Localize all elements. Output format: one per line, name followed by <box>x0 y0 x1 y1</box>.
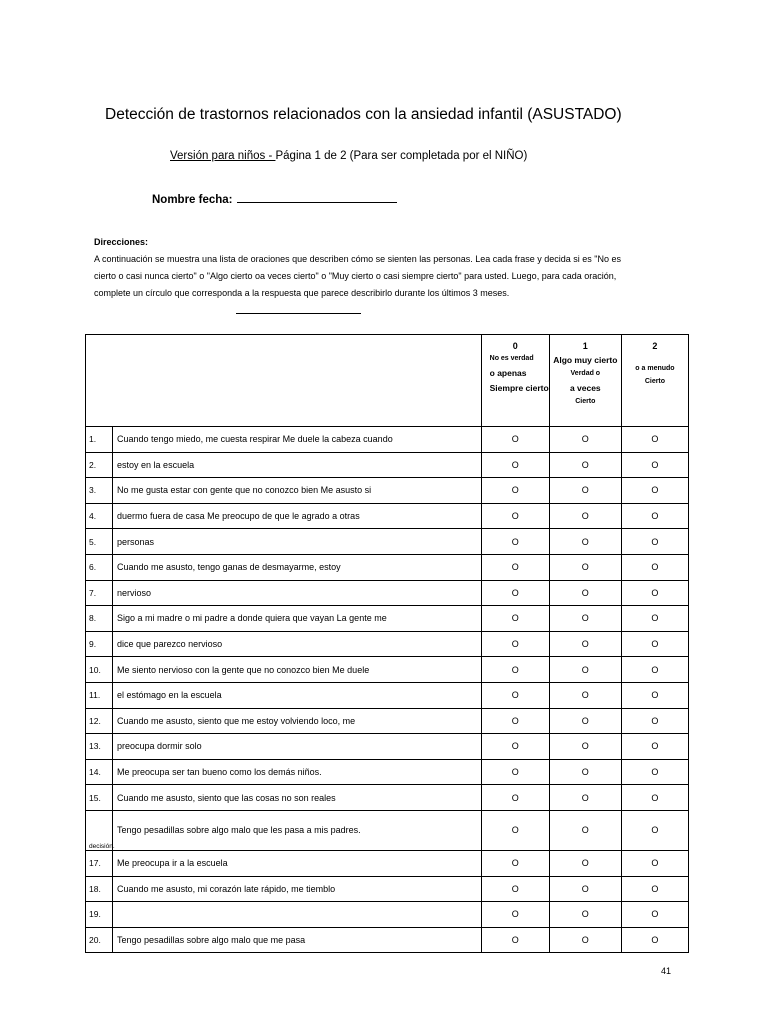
column-value: 0 <box>512 341 518 351</box>
table-row <box>86 850 689 876</box>
table-row <box>86 734 689 760</box>
answer-circle-2[interactable]: O <box>621 606 688 632</box>
answer-circle-1[interactable]: O <box>549 810 621 850</box>
item-text: Me preocupa ser tan bueno como los demás niños. <box>113 759 482 785</box>
item-text: preocupa dormir solo <box>113 734 482 760</box>
answer-circle-2[interactable]: O <box>621 682 688 708</box>
name-date-blank[interactable] <box>237 192 397 203</box>
answer-circle-0[interactable]: O <box>481 734 549 760</box>
table-row <box>86 902 689 928</box>
answer-circle-0[interactable]: O <box>481 580 549 606</box>
answer-circle-2[interactable]: O <box>621 427 688 453</box>
column-label: a veces <box>569 383 601 393</box>
column-header-1 <box>549 335 621 427</box>
answer-circle-2[interactable]: O <box>621 631 688 657</box>
item-text: nervioso <box>113 580 482 606</box>
name-date-label: Nombre fecha: <box>152 194 233 206</box>
item-number: 8. <box>86 606 113 632</box>
answer-circle-1[interactable]: O <box>549 554 621 580</box>
item-text: No me gusta estar con gente que no conozco bien Me asusto si <box>113 478 482 504</box>
answer-circle-2[interactable]: O <box>621 876 688 902</box>
item-text: Tengo pesadillas sobre algo malo que les pasa a mis padres. <box>113 810 482 850</box>
separator-line <box>236 313 361 314</box>
answer-circle-1[interactable]: O <box>549 606 621 632</box>
item-number: 3. <box>86 478 113 504</box>
answer-circle-2[interactable]: O <box>621 902 688 928</box>
item-text: Cuando me asusto, siento que las cosas no son reales <box>113 785 482 811</box>
table-header-row <box>86 335 689 427</box>
answer-circle-2[interactable]: O <box>621 759 688 785</box>
answer-circle-2[interactable]: O <box>621 529 688 555</box>
column-header-0 <box>481 335 549 427</box>
item-number: 14. <box>86 759 113 785</box>
table-row <box>86 554 689 580</box>
answer-circle-0[interactable]: O <box>481 927 549 953</box>
item-text: estoy en la escuela <box>113 452 482 478</box>
column-label: o a menudo <box>635 365 675 372</box>
answer-circle-2[interactable]: O <box>621 478 688 504</box>
item-text: Sigo a mi madre o mi padre a donde quiera que vayan La gente me <box>113 606 482 632</box>
answer-circle-0[interactable]: O <box>481 657 549 683</box>
table-row <box>86 580 689 606</box>
item-number: 17. <box>86 850 113 876</box>
answer-circle-0[interactable]: O <box>481 810 549 850</box>
answer-circle-0[interactable]: O <box>481 708 549 734</box>
table-row <box>86 503 689 529</box>
answer-circle-1[interactable]: O <box>549 927 621 953</box>
answer-circle-1[interactable]: O <box>549 503 621 529</box>
answer-circle-0[interactable]: O <box>481 503 549 529</box>
table-row <box>86 927 689 953</box>
column-value: 2 <box>652 341 658 351</box>
table-row <box>86 876 689 902</box>
answer-circle-2[interactable]: O <box>621 734 688 760</box>
answer-circle-1[interactable]: O <box>549 529 621 555</box>
item-number: 15. <box>86 785 113 811</box>
table-row <box>86 452 689 478</box>
answer-circle-0[interactable]: O <box>481 452 549 478</box>
table-row <box>86 478 689 504</box>
column-label: Cierto <box>644 378 666 385</box>
answer-circle-1[interactable]: O <box>549 785 621 811</box>
answer-circle-0[interactable]: O <box>481 850 549 876</box>
table-row <box>86 810 689 850</box>
answer-circle-2[interactable]: O <box>621 810 688 850</box>
answer-circle-2[interactable]: O <box>621 452 688 478</box>
table-row <box>86 785 689 811</box>
item-number: decisión. <box>86 810 113 850</box>
table-row <box>86 631 689 657</box>
item-number: 12. <box>86 708 113 734</box>
column-label: o apenas <box>489 368 527 378</box>
column-header-2 <box>621 335 688 427</box>
answer-circle-2[interactable]: O <box>621 657 688 683</box>
item-text: Me siento nervioso con la gente que no conozco bien Me duele <box>113 657 482 683</box>
version-line <box>170 150 527 162</box>
answer-circle-0[interactable]: O <box>481 529 549 555</box>
item-text: Cuando me asusto, mi corazón late rápido, me tiemblo <box>113 876 482 902</box>
answer-circle-1[interactable]: O <box>549 580 621 606</box>
answer-circle-1[interactable]: O <box>549 452 621 478</box>
table-row <box>86 529 689 555</box>
directions-line: cierto o casi nunca cierto" o "Algo cierto oa veces cierto" o "Muy cierto o casi siempre cierto" para usted. Luego, para cada oración, <box>94 271 617 281</box>
answer-circle-0[interactable]: O <box>481 876 549 902</box>
directions-heading: Direcciones: <box>94 237 149 247</box>
answer-circle-2[interactable]: O <box>621 708 688 734</box>
item-number: 13. <box>86 734 113 760</box>
answer-circle-0[interactable]: O <box>481 759 549 785</box>
table-row <box>86 759 689 785</box>
table-row <box>86 682 689 708</box>
table-row <box>86 427 689 453</box>
column-label: Algo muy cierto <box>553 355 618 365</box>
answer-circle-2[interactable]: O <box>621 927 688 953</box>
answer-circle-1[interactable]: O <box>549 850 621 876</box>
answer-circle-1[interactable]: O <box>549 682 621 708</box>
item-number: 1. <box>86 427 113 453</box>
table-row <box>86 657 689 683</box>
answer-circle-0[interactable]: O <box>481 554 549 580</box>
item-number: 9. <box>86 631 113 657</box>
answer-circle-2[interactable]: O <box>621 850 688 876</box>
answer-circle-2[interactable]: O <box>621 580 688 606</box>
version-underlined: Versión para niños - <box>170 150 276 162</box>
directions-line: complete un círculo que corresponda a la respuesta que parece describirlo durante los últimos 3 meses. <box>94 288 510 298</box>
item-text: dice que parezco nervioso <box>113 631 482 657</box>
item-number: 10. <box>86 657 113 683</box>
directions-line: A continuación se muestra una lista de oraciones que describen cómo se sienten las personas. Lea cada frase y decida si es "No es <box>94 254 622 264</box>
questionnaire-table <box>85 334 689 953</box>
item-number: 20. <box>86 927 113 953</box>
item-number: 4. <box>86 503 113 529</box>
item-number: 11. <box>86 682 113 708</box>
answer-circle-1[interactable]: O <box>549 631 621 657</box>
item-number: 2. <box>86 452 113 478</box>
answer-circle-1[interactable]: O <box>549 478 621 504</box>
answer-circle-1[interactable]: O <box>549 657 621 683</box>
answer-circle-1[interactable]: O <box>549 902 621 928</box>
item-text: Cuando tengo miedo, me cuesta respirar Me duele la cabeza cuando <box>113 427 482 453</box>
item-number: 7. <box>86 580 113 606</box>
item-text: el estómago en la escuela <box>113 682 482 708</box>
column-label: Siempre cierto <box>489 383 549 393</box>
answer-circle-0[interactable]: O <box>481 478 549 504</box>
item-number: 5. <box>86 529 113 555</box>
header-blank <box>86 335 482 427</box>
answer-circle-2[interactable]: O <box>621 785 688 811</box>
version-rest: Página 1 de 2 (Para ser completada por el NIÑO) <box>275 150 528 162</box>
item-number: 18. <box>86 876 113 902</box>
item-number: 6. <box>86 554 113 580</box>
page-number: 41 <box>661 966 672 976</box>
item-number: 19. <box>86 902 113 928</box>
item-text: Cuando me asusto, tengo ganas de desmayarme, estoy <box>113 554 482 580</box>
answer-circle-0[interactable]: O <box>481 902 549 928</box>
item-text: duermo fuera de casa Me preocupo de que le agrado a otras <box>113 503 482 529</box>
item-text: personas <box>113 529 482 555</box>
answer-circle-1[interactable]: O <box>549 734 621 760</box>
answer-circle-0[interactable]: O <box>481 785 549 811</box>
answer-circle-0[interactable]: O <box>481 631 549 657</box>
column-label: Cierto <box>575 398 596 405</box>
answer-circle-0[interactable]: O <box>481 606 549 632</box>
answer-circle-1[interactable]: O <box>549 876 621 902</box>
column-label: No es verdad <box>489 355 534 362</box>
answer-circle-2[interactable]: O <box>621 503 688 529</box>
item-text: Cuando me asusto, siento que me estoy volviendo loco, me <box>113 708 482 734</box>
document-title: Detección de trastornos relacionados con la ansiedad infantil (ASUSTADO) <box>105 106 622 123</box>
column-value: 1 <box>582 341 588 351</box>
table-row <box>86 606 689 632</box>
item-text <box>113 902 482 928</box>
answer-circle-1[interactable]: O <box>549 427 621 453</box>
answer-circle-2[interactable]: O <box>621 554 688 580</box>
answer-circle-0[interactable]: O <box>481 427 549 453</box>
answer-circle-0[interactable]: O <box>481 682 549 708</box>
column-label: Verdad o <box>570 370 601 377</box>
directions-text <box>94 251 674 302</box>
answer-circle-1[interactable]: O <box>549 708 621 734</box>
name-date-field[interactable] <box>152 192 397 206</box>
item-text: Tengo pesadillas sobre algo malo que me pasa <box>113 927 482 953</box>
item-text: Me preocupa ir a la escuela <box>113 850 482 876</box>
table-row <box>86 708 689 734</box>
answer-circle-1[interactable]: O <box>549 759 621 785</box>
